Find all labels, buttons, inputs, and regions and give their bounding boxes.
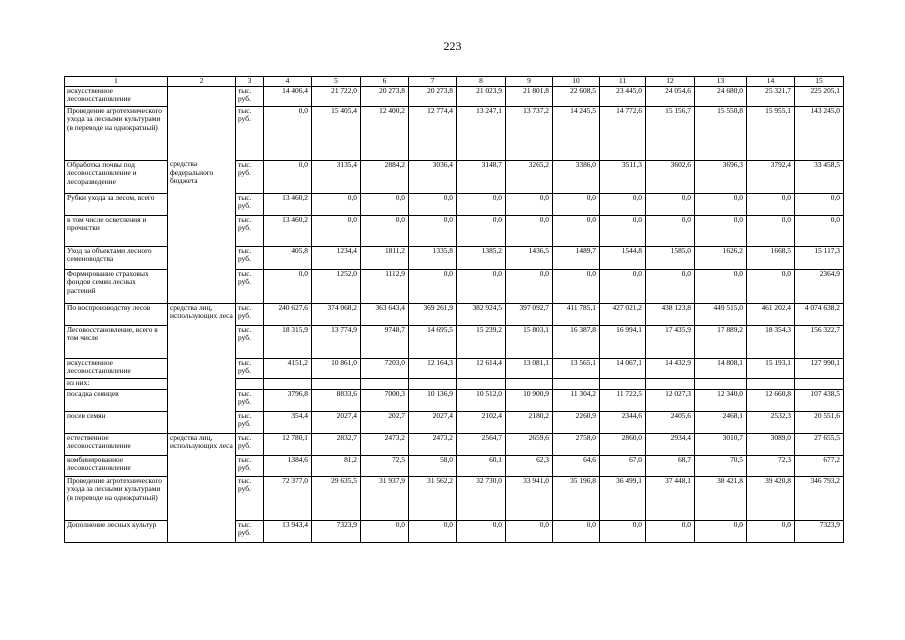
- value-cell: 39 420,8: [747, 476, 795, 520]
- table-row: [65, 389, 844, 411]
- value-cell: 13 247,1: [457, 106, 506, 160]
- value-cell: 3089,0: [747, 433, 795, 455]
- value-cell: 2027,4: [312, 411, 361, 433]
- column-number-header: 1: [65, 77, 168, 87]
- value-cell: 31 562,2: [409, 476, 457, 520]
- value-cell: 12 400,2: [361, 106, 409, 160]
- table-row: [65, 411, 844, 433]
- value-cell: 15 193,1: [747, 358, 795, 378]
- value-cell: 13 460,2: [264, 215, 312, 246]
- table-row: [65, 358, 844, 378]
- indicator-name: По воспроизводству лесов: [65, 303, 168, 325]
- value-cell: 677,2: [795, 455, 844, 476]
- value-cell: 0,0: [795, 215, 844, 246]
- value-cell: 17 435,9: [646, 325, 695, 358]
- column-number-header: 12: [646, 77, 695, 87]
- value-cell: 70,5: [695, 455, 747, 476]
- value-cell: 0,0: [553, 520, 600, 542]
- unit-cell: тыс. руб.: [236, 433, 264, 455]
- value-cell: 3696,3: [695, 160, 747, 193]
- value-cell: 363 643,4: [361, 303, 409, 325]
- value-cell: 0,0: [457, 520, 506, 542]
- value-cell: 2758,0: [553, 433, 600, 455]
- table-row: [65, 106, 844, 160]
- value-cell: 2473,2: [409, 433, 457, 455]
- value-cell: 0,0: [312, 215, 361, 246]
- table-row: [65, 455, 844, 476]
- value-cell: 14 772,6: [600, 106, 646, 160]
- value-cell: 1252,0: [312, 269, 361, 303]
- value-cell: 2180,2: [506, 411, 553, 433]
- value-cell: 10 136,9: [409, 389, 457, 411]
- indicator-name: Обработка почвы под лесовосстановление и лесоразведение: [65, 160, 168, 193]
- unit-cell: тыс. руб.: [236, 215, 264, 246]
- value-cell: 13 081,1: [506, 358, 553, 378]
- unit-cell: тыс. руб.: [236, 476, 264, 520]
- value-cell: 0,0: [409, 520, 457, 542]
- value-cell: 202,7: [361, 411, 409, 433]
- value-cell: 354,4: [264, 411, 312, 433]
- table-row: [65, 476, 844, 520]
- column-number-header: 5: [312, 77, 361, 87]
- value-cell: 67,0: [600, 455, 646, 476]
- value-cell: 36 499,1: [600, 476, 646, 520]
- value-cell: 0,0: [695, 520, 747, 542]
- value-cell: 0,0: [264, 269, 312, 303]
- table-row: [65, 269, 844, 303]
- funding-source: средства лиц, использующих леса: [168, 433, 236, 455]
- value-cell: 0,0: [600, 269, 646, 303]
- indicator-name: Проведение агротехнического ухода за лесными культурами (в переводе на однократный): [65, 476, 168, 520]
- unit-cell: тыс. руб.: [236, 389, 264, 411]
- value-cell: 4151,2: [264, 358, 312, 378]
- value-cell: 15 239,2: [457, 325, 506, 358]
- value-cell: 0,0: [646, 520, 695, 542]
- value-cell: [409, 378, 457, 389]
- value-cell: 14 432,9: [646, 358, 695, 378]
- value-cell: 72,5: [361, 455, 409, 476]
- value-cell: 32 730,0: [457, 476, 506, 520]
- value-cell: 0,0: [312, 193, 361, 215]
- unit-cell: тыс. руб.: [236, 269, 264, 303]
- value-cell: 13 774,9: [312, 325, 361, 358]
- column-number-header: 7: [409, 77, 457, 87]
- column-number-header: 14: [747, 77, 795, 87]
- column-number-header: 8: [457, 77, 506, 87]
- page-number: 223: [443, 39, 462, 53]
- unit-cell: тыс. руб.: [236, 411, 264, 433]
- value-cell: 3511,3: [600, 160, 646, 193]
- value-cell: 3010,7: [695, 433, 747, 455]
- value-cell: 7323,9: [795, 520, 844, 542]
- value-cell: 3148,7: [457, 160, 506, 193]
- funding-source: [168, 411, 236, 433]
- value-cell: [600, 378, 646, 389]
- value-cell: 7203,0: [361, 358, 409, 378]
- unit-cell: тыс. руб.: [236, 455, 264, 476]
- table-row: [65, 433, 844, 455]
- funding-source: [168, 215, 236, 246]
- unit-cell: тыс. руб.: [236, 86, 264, 106]
- value-cell: 1585,0: [646, 246, 695, 269]
- funding-source: [168, 86, 236, 106]
- value-cell: 411 785,1: [553, 303, 600, 325]
- value-cell: 0,0: [600, 193, 646, 215]
- value-cell: 3386,0: [553, 160, 600, 193]
- value-cell: 10 512,0: [457, 389, 506, 411]
- table-row: [65, 86, 844, 106]
- value-cell: 461 202,4: [747, 303, 795, 325]
- value-cell: [361, 378, 409, 389]
- value-cell: 33 458,5: [795, 160, 844, 193]
- funding-source: средства федерального бюджета: [168, 160, 236, 193]
- unit-cell: тыс. руб.: [236, 246, 264, 269]
- value-cell: 15 955,1: [747, 106, 795, 160]
- value-cell: 3602,6: [646, 160, 695, 193]
- value-cell: 2884,2: [361, 160, 409, 193]
- value-cell: 0,0: [747, 520, 795, 542]
- value-cell: 0,0: [795, 193, 844, 215]
- unit-cell: тыс. руб.: [236, 520, 264, 542]
- value-cell: [264, 378, 312, 389]
- value-cell: [553, 378, 600, 389]
- value-cell: 20 273,8: [409, 86, 457, 106]
- value-cell: 72 377,0: [264, 476, 312, 520]
- value-cell: 0,0: [457, 269, 506, 303]
- unit-cell: [236, 378, 264, 389]
- indicator-name: посев семян: [65, 411, 168, 433]
- value-cell: 21 801,8: [506, 86, 553, 106]
- value-cell: 2564,7: [457, 433, 506, 455]
- value-cell: 15 405,4: [312, 106, 361, 160]
- value-cell: 68,7: [646, 455, 695, 476]
- indicator-name: комбинированное лесовосстановление: [65, 455, 168, 476]
- value-cell: 0,0: [409, 215, 457, 246]
- indicator-name: Рубки ухода за лесом, всего: [65, 193, 168, 215]
- value-cell: [747, 378, 795, 389]
- value-cell: 18 354,3: [747, 325, 795, 358]
- value-cell: 0,0: [553, 269, 600, 303]
- value-cell: 31 937,9: [361, 476, 409, 520]
- unit-cell: тыс. руб.: [236, 325, 264, 358]
- value-cell: 14 406,4: [264, 86, 312, 106]
- value-cell: 382 924,5: [457, 303, 506, 325]
- table-row: [65, 193, 844, 215]
- value-cell: 33 941,0: [506, 476, 553, 520]
- value-cell: [695, 378, 747, 389]
- value-cell: 2473,2: [361, 433, 409, 455]
- value-cell: 0,0: [457, 193, 506, 215]
- value-cell: 1544,8: [600, 246, 646, 269]
- value-cell: 22 608,5: [553, 86, 600, 106]
- value-cell: 64,6: [553, 455, 600, 476]
- value-cell: 0,0: [361, 520, 409, 542]
- value-cell: 20 551,6: [795, 411, 844, 433]
- value-cell: 15 803,1: [506, 325, 553, 358]
- value-cell: 14 808,1: [695, 358, 747, 378]
- funding-source: [168, 378, 236, 389]
- value-cell: 13 943,4: [264, 520, 312, 542]
- value-cell: 1384,6: [264, 455, 312, 476]
- value-cell: 15 156,7: [646, 106, 695, 160]
- value-cell: 27 655,5: [795, 433, 844, 455]
- value-cell: 3792,4: [747, 160, 795, 193]
- value-cell: 438 123,8: [646, 303, 695, 325]
- value-cell: 0,0: [506, 269, 553, 303]
- value-cell: 397 092,7: [506, 303, 553, 325]
- value-cell: 0,0: [506, 520, 553, 542]
- value-cell: 369 261,9: [409, 303, 457, 325]
- value-cell: [506, 378, 553, 389]
- table-row: [65, 160, 844, 193]
- value-cell: 14 067,1: [600, 358, 646, 378]
- value-cell: 405,8: [264, 246, 312, 269]
- value-cell: 24 680,0: [695, 86, 747, 106]
- value-cell: 0,0: [695, 193, 747, 215]
- value-cell: 143 245,0: [795, 106, 844, 160]
- value-cell: 35 196,8: [553, 476, 600, 520]
- value-cell: 16 994,1: [600, 325, 646, 358]
- unit-cell: тыс. руб.: [236, 160, 264, 193]
- indicator-name: из них:: [65, 378, 168, 389]
- value-cell: 0,0: [264, 106, 312, 160]
- value-cell: 0,0: [600, 520, 646, 542]
- funding-source: [168, 193, 236, 215]
- unit-cell: тыс. руб.: [236, 358, 264, 378]
- value-cell: 1811,2: [361, 246, 409, 269]
- value-cell: 12 164,3: [409, 358, 457, 378]
- value-cell: 12 780,1: [264, 433, 312, 455]
- value-cell: 14 245,5: [553, 106, 600, 160]
- value-cell: 3135,4: [312, 160, 361, 193]
- value-cell: 12 614,4: [457, 358, 506, 378]
- value-cell: 1626,2: [695, 246, 747, 269]
- value-cell: 21 722,0: [312, 86, 361, 106]
- indicator-name: в том числе осветления и прочистки: [65, 215, 168, 246]
- value-cell: 12 660,8: [747, 389, 795, 411]
- value-cell: 20 273,8: [361, 86, 409, 106]
- value-cell: 72,3: [747, 455, 795, 476]
- value-cell: 225 205,1: [795, 86, 844, 106]
- value-cell: 60,1: [457, 455, 506, 476]
- indicator-name: посадка сеянцев: [65, 389, 168, 411]
- value-cell: 2860,0: [600, 433, 646, 455]
- value-cell: 127 990,1: [795, 358, 844, 378]
- column-number-header: 9: [506, 77, 553, 87]
- value-cell: 38 421,8: [695, 476, 747, 520]
- indicator-name: естественное лесовосстановление: [65, 433, 168, 455]
- value-cell: 11 722,5: [600, 389, 646, 411]
- value-cell: 14 695,5: [409, 325, 457, 358]
- value-cell: 0,0: [264, 160, 312, 193]
- budget-table: [64, 76, 844, 543]
- funding-source: [168, 325, 236, 358]
- table-header-row: [65, 77, 844, 87]
- value-cell: 0,0: [506, 193, 553, 215]
- value-cell: 3265,2: [506, 160, 553, 193]
- indicator-name: Дополнение лесных культур: [65, 520, 168, 542]
- value-cell: 346 793,2: [795, 476, 844, 520]
- value-cell: 29 635,5: [312, 476, 361, 520]
- value-cell: 10 900,9: [506, 389, 553, 411]
- value-cell: 449 515,0: [695, 303, 747, 325]
- value-cell: 21 023,9: [457, 86, 506, 106]
- value-cell: 2659,6: [506, 433, 553, 455]
- value-cell: 0,0: [553, 193, 600, 215]
- value-cell: 8833,6: [312, 389, 361, 411]
- value-cell: 0,0: [457, 215, 506, 246]
- table-row: [65, 246, 844, 269]
- column-number-header: 6: [361, 77, 409, 87]
- value-cell: 12 774,4: [409, 106, 457, 160]
- value-cell: 2344,6: [600, 411, 646, 433]
- value-cell: [457, 378, 506, 389]
- value-cell: [646, 378, 695, 389]
- value-cell: [795, 378, 844, 389]
- value-cell: 0,0: [409, 269, 457, 303]
- value-cell: 427 021,2: [600, 303, 646, 325]
- value-cell: 12 027,3: [646, 389, 695, 411]
- value-cell: 12 340,0: [695, 389, 747, 411]
- value-cell: [312, 378, 361, 389]
- value-cell: 18 315,9: [264, 325, 312, 358]
- unit-cell: тыс. руб.: [236, 106, 264, 160]
- indicator-name: Лесовосстановление, всего в том числе: [65, 325, 168, 358]
- value-cell: 0,0: [646, 269, 695, 303]
- funding-source: [168, 520, 236, 542]
- table-row: [65, 325, 844, 358]
- indicator-name: искусственное лесовосстановление: [65, 358, 168, 378]
- column-number-header: 15: [795, 77, 844, 87]
- funding-source: [168, 476, 236, 520]
- funding-source: [168, 358, 236, 378]
- value-cell: 10 861,0: [312, 358, 361, 378]
- indicator-name: Уход за объектами лесного семеноводства: [65, 246, 168, 269]
- funding-source: [168, 389, 236, 411]
- value-cell: 0,0: [747, 193, 795, 215]
- value-cell: 0,0: [747, 215, 795, 246]
- value-cell: 2468,1: [695, 411, 747, 433]
- value-cell: 1668,5: [747, 246, 795, 269]
- value-cell: 4 074 638,2: [795, 303, 844, 325]
- value-cell: 81,2: [312, 455, 361, 476]
- value-cell: 3036,4: [409, 160, 457, 193]
- value-cell: 0,0: [409, 193, 457, 215]
- value-cell: 0,0: [361, 193, 409, 215]
- funding-source: [168, 246, 236, 269]
- value-cell: 2102,4: [457, 411, 506, 433]
- value-cell: 17 889,2: [695, 325, 747, 358]
- indicator-name: Формирование страховых фондов семян лесных растений: [65, 269, 168, 303]
- unit-cell: тыс. руб.: [236, 303, 264, 325]
- value-cell: 0,0: [600, 215, 646, 246]
- value-cell: 374 068,2: [312, 303, 361, 325]
- value-cell: 2532,3: [747, 411, 795, 433]
- value-cell: 37 448,1: [646, 476, 695, 520]
- table-row: [65, 215, 844, 246]
- funding-source: [168, 106, 236, 160]
- value-cell: 13 460,2: [264, 193, 312, 215]
- value-cell: 0,0: [747, 269, 795, 303]
- value-cell: 1385,2: [457, 246, 506, 269]
- value-cell: 13 565,1: [553, 358, 600, 378]
- column-number-header: 11: [600, 77, 646, 87]
- value-cell: 156 322,7: [795, 325, 844, 358]
- indicator-name: Проведение агротехнического ухода за лесными культурами (в переводе на однократный): [65, 106, 168, 160]
- column-number-header: 13: [695, 77, 747, 87]
- value-cell: 1234,4: [312, 246, 361, 269]
- value-cell: 24 054,6: [646, 86, 695, 106]
- value-cell: 25 321,7: [747, 86, 795, 106]
- funding-source: [168, 455, 236, 476]
- value-cell: 62,3: [506, 455, 553, 476]
- column-number-header: 10: [553, 77, 600, 87]
- value-cell: 2934,4: [646, 433, 695, 455]
- value-cell: 240 627,6: [264, 303, 312, 325]
- value-cell: 2364,9: [795, 269, 844, 303]
- value-cell: 0,0: [646, 193, 695, 215]
- value-cell: 0,0: [506, 215, 553, 246]
- value-cell: 107 438,5: [795, 389, 844, 411]
- column-number-header: 3: [236, 77, 264, 87]
- unit-cell: тыс. руб.: [236, 193, 264, 215]
- value-cell: 0,0: [361, 215, 409, 246]
- value-cell: 2027,4: [409, 411, 457, 433]
- column-number-header: 2: [168, 77, 236, 87]
- value-cell: 15 550,8: [695, 106, 747, 160]
- value-cell: 23 445,0: [600, 86, 646, 106]
- value-cell: 3796,8: [264, 389, 312, 411]
- indicator-name: искусственное лесовосстановление: [65, 86, 168, 106]
- value-cell: 16 387,8: [553, 325, 600, 358]
- value-cell: 0,0: [695, 269, 747, 303]
- column-number-header: 4: [264, 77, 312, 87]
- value-cell: 0,0: [695, 215, 747, 246]
- value-cell: 1489,7: [553, 246, 600, 269]
- value-cell: 2260,9: [553, 411, 600, 433]
- table-row: [65, 303, 844, 325]
- value-cell: 0,0: [553, 215, 600, 246]
- value-cell: 1436,5: [506, 246, 553, 269]
- funding-source: [168, 269, 236, 303]
- table-row: [65, 378, 844, 389]
- value-cell: 58,0: [409, 455, 457, 476]
- value-cell: 15 117,3: [795, 246, 844, 269]
- value-cell: 13 737,2: [506, 106, 553, 160]
- value-cell: 1112,9: [361, 269, 409, 303]
- value-cell: 1335,8: [409, 246, 457, 269]
- value-cell: 0,0: [646, 215, 695, 246]
- value-cell: 2405,6: [646, 411, 695, 433]
- value-cell: 7000,3: [361, 389, 409, 411]
- value-cell: 9748,7: [361, 325, 409, 358]
- funding-source: средства лиц, использующих леса: [168, 303, 236, 325]
- value-cell: 11 304,2: [553, 389, 600, 411]
- table-row: [65, 520, 844, 542]
- value-cell: 2832,7: [312, 433, 361, 455]
- value-cell: 7323,9: [312, 520, 361, 542]
